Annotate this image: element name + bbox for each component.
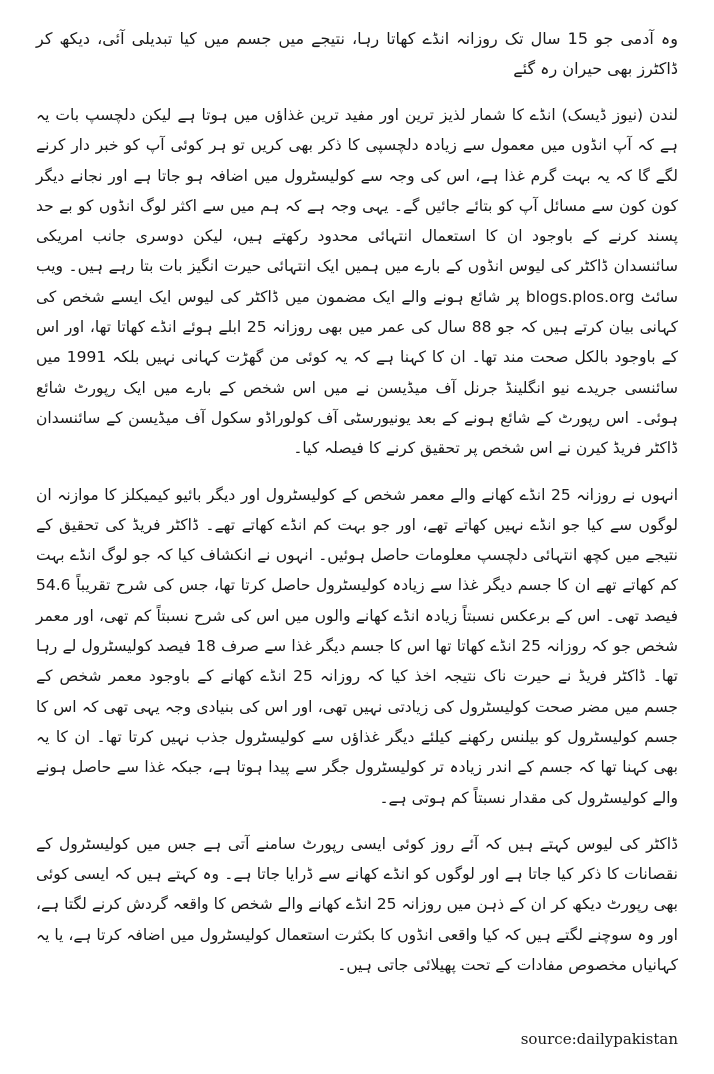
paragraph: ڈاکٹر کی لیوس کہتے ہیں کہ آئے روز کوئی ایسی رپورٹ سامنے آتی ہے جس میں کولیسٹرول کے نقصانات کا ذکر کیا جاتا ہے اور لوگوں کو انڈے کھانے سے ڈرایا جاتا ہے۔ وہ کہتے ہیں کہ ایسی کوئی بھی رپورٹ دیکھ کر ان کے ذہن میں روزانہ 25 انڈے کھانے والے شخص کا واقعہ گردش کرنے لگتا ہے، اور وہ سوچنے لگتے ہیں کہ کیا واقعی انڈوں کا بکثرت استعمال کولیسٹرول میں اضافہ کرتا ہے، یا یہ کہانیاں مخصوص مفادات کے تحت پھیلائی جاتی ہیں۔ — [36, 834, 678, 975]
paragraph: لندن (نیوز ڈیسک) انڈے کا شمار لذیز ترین اور مفید ترین غذاؤں میں ہوتا ہے لیکن دلچسپ بات یہ ہے کہ آپ انڈوں میں معمول سے زیادہ دلچسپی کا ذکر بھی کریں تو ہر کوئی آپ کو خبر دار کرنے لگے گا کہ یہ بہت گرم غذا ہے، اس کی وجہ سے کولیسٹرول میں اضافہ ہو جاتا ہے اور نجانے دیگر کون کون سے مسائل آپ کو بتائے جائیں گے۔ یہی وجہ ہے کہ ہم میں سے اکثر لوگ انڈوں کو بے حد پسند کرنے کے باوجود ان کا استعمال انتہائی محدود رکھتے ہیں، لیکن دوسری جانب امریکی سائنسدان ڈاکٹر کی لیوس انڈوں کے بارے میں ہمیں ایک انتہائی حیرت انگیز بات بتا رہے ہیں۔ ویب سائٹ blogs.plos.org پر شائع ہونے والے ایک مضمون میں ڈاکٹر کی لیوس ایک ایسے شخص کی کہانی بیان کرتے ہیں کہ جو 88 سال کی عمر میں بھی روزانہ 25 ابلے ہوئے انڈے کھاتا تھا، اور اس کے باوجود بالکل صحت مند تھا۔ ان کا کہنا ہے کہ یہ کوئی من گھڑت کہانی نہیں بلکہ 1991 میں سائنسی جریدے نیو انگلینڈ جرنل آف میڈیسن نے میں اس شخص کے بارے میں ایک رپورٹ شائع ہوئی۔ اس رپورٹ کے شائع ہونے کے بعد یونیورسٹی آف کولوراڈو سکول آف میڈیسن کے سائنسدان ڈاکٹر فریڈ کیرن نے اس شخص پر تحقیق کرنے کا فیصلہ کیا۔ — [36, 106, 678, 458]
article-headline: وہ آدمی جو 15 سال تک روزانہ انڈے کھاتا رہا، نتیجے میں جسم میں کیا تبدیلی آئی، دیکھ کر ڈاکٹرز بھی حیران رہ گئے — [36, 29, 678, 78]
article-body — [36, 24, 678, 980]
paragraph: انہوں نے روزانہ 25 انڈے کھانے والے معمر شخص کے کولیسٹرول اور دیگر بائیو کیمیکلز کا موازنہ ان لوگوں سے کیا جو انڈے نہیں کھاتے تھے، اور جو بہت کم انڈے کھاتے تھے۔ ڈاکٹر فریڈ کی تحقیق کے نتیجے میں کچھ انتہائی دلچسپ معلومات حاصل ہوئیں۔ انہوں نے انکشاف کیا کہ جو لوگ انڈے بہت کم کھاتے تھے ان کا جسم دیگر غذا سے زیادہ کولیسٹرول حاصل کرتا تھا، جس کی شرح تقریباً 54.6 فیصد تھی۔ اس کے برعکس نسبتاً زیادہ انڈے کھانے والوں میں اس کی شرح نسبتاً کم تھی، اور معمر شخص جو کہ روزانہ 25 انڈے کھاتا تھا اس کا جسم دیگر غذا سے صرف 18 فیصد کولیسٹرول لے رہا تھا۔ ڈاکٹر فریڈ نے حیرت ناک نتیجہ اخذ کیا کہ روزانہ 25 انڈے کھانے کے باوجود معمر شخص کے جسم میں مضر صحت کولیسٹرول کی زیادتی نہیں تھی، اور اس کی بنیادی وجہ یہی تھی کہ اس کا جسم کولیسٹرول کو بیلنس رکھنے کیلئے دیگر غذاؤں سے کولیسٹرول جذب نہیں کرتا تھا۔ ان کا یہ بھی کہنا تھا کہ جسم کے اندر زیادہ تر کولیسٹرول جگر سے پیدا ہوتا ہے، جبکہ غذا سے حاصل ہونے والے کولیسٹرول کی مقدار نسبتاً کم ہوتی ہے۔ — [36, 485, 678, 807]
source-credit: source:dailypakistan — [520, 1030, 678, 1048]
